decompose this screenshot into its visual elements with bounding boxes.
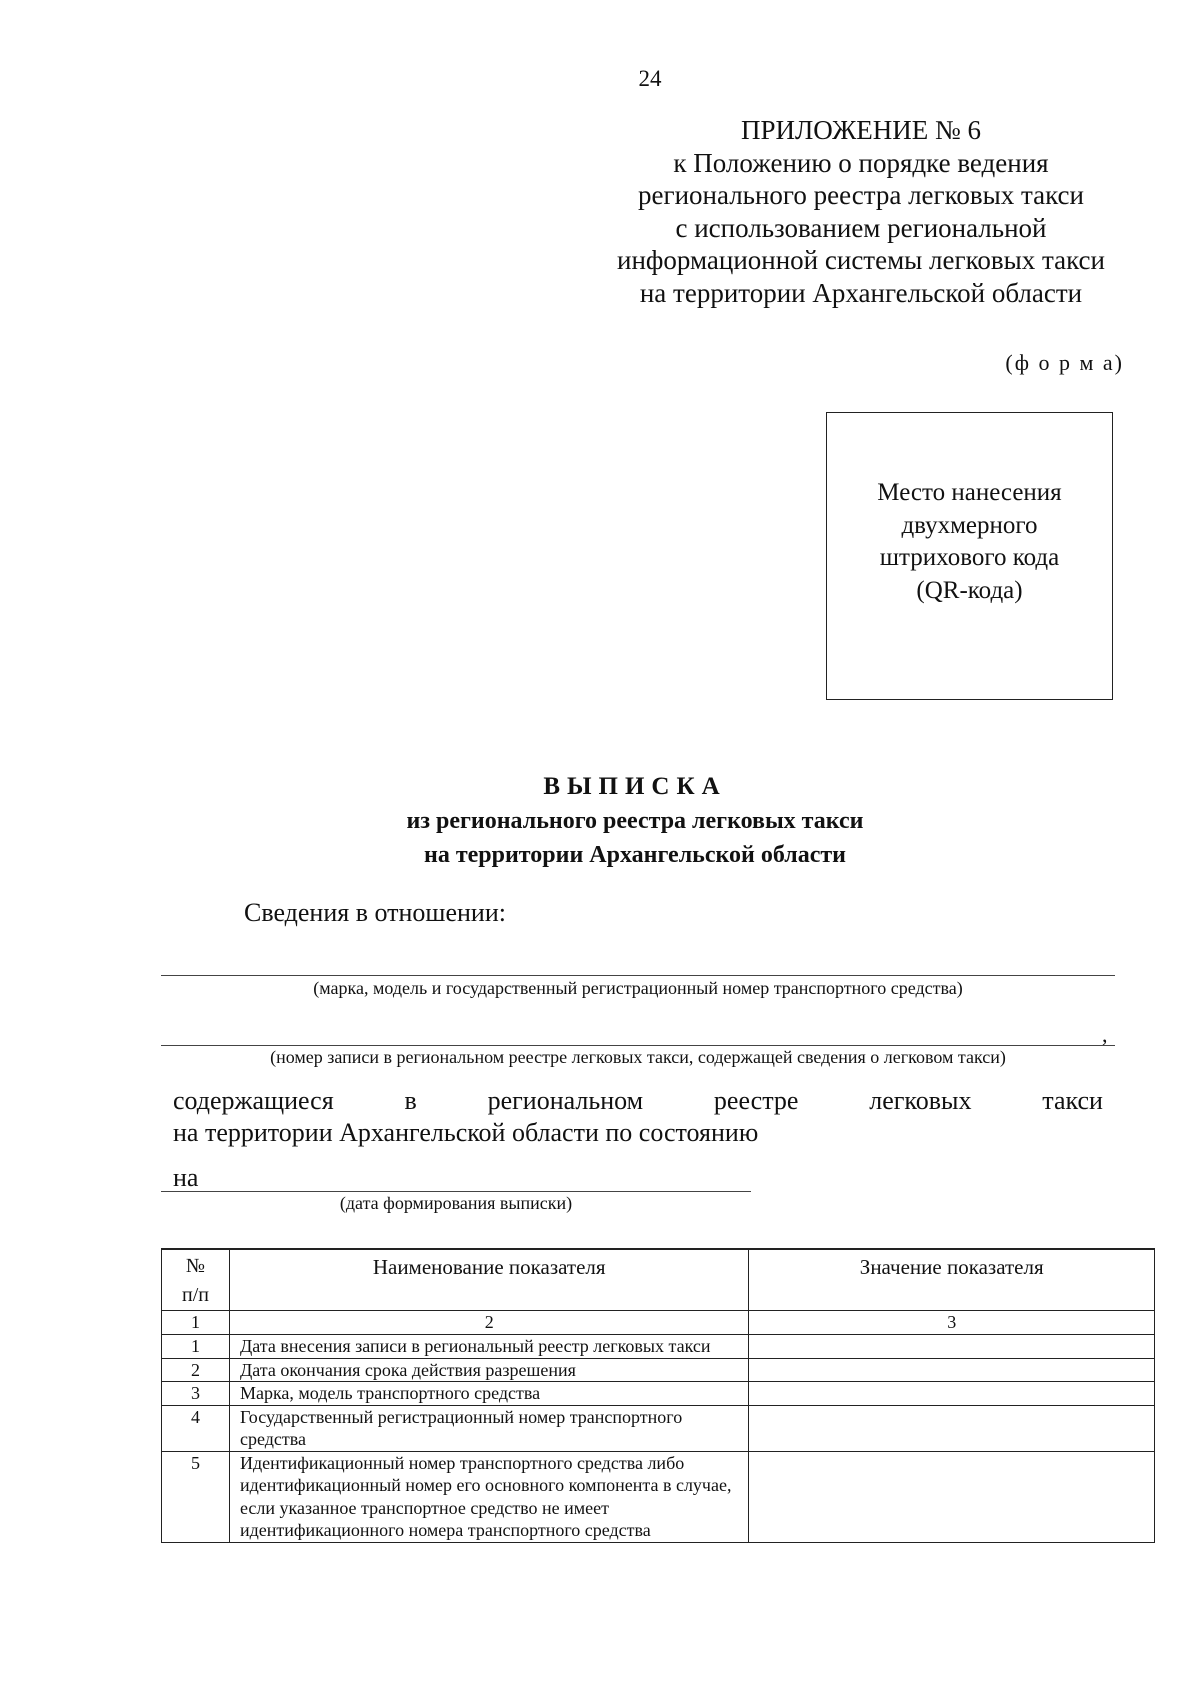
qr-box-line: (QR-кода) [916, 576, 1023, 604]
contained-word: содержащиеся [173, 1086, 334, 1115]
annex-heading [600, 114, 1122, 309]
row-indicator-name: Дата внесения записи в региональный реестр легковых такси [229, 1335, 748, 1359]
document-title [200, 770, 1070, 872]
row-indicator-name: Марка, модель транспортного средства [229, 1382, 748, 1406]
column-number: 3 [749, 1311, 1155, 1335]
annex-line: информационной системы легковых такси [617, 245, 1105, 275]
title-subline: на территории Архангельской области [424, 842, 846, 868]
annex-line: к Положению о порядке ведения [673, 147, 1049, 178]
table-row [162, 1451, 1155, 1542]
row-number: 2 [162, 1358, 230, 1382]
table-row [162, 1358, 1155, 1382]
record-fill-line [161, 1045, 1115, 1046]
on-label: на [173, 1163, 199, 1192]
vehicle-caption: (марка, модель и государственный регистрационный номер транспортного средства) [313, 978, 963, 998]
intro-text: Сведения в отношении: [244, 898, 506, 927]
row-indicator-name: Дата окончания срока действия разрешения [229, 1358, 748, 1382]
row-indicator-value[interactable] [749, 1358, 1155, 1382]
row-number: 4 [162, 1405, 230, 1451]
contained-word: легковых [869, 1086, 972, 1115]
header-number-line1: № [185, 1255, 206, 1277]
row-indicator-value[interactable] [749, 1382, 1155, 1406]
table-row [162, 1382, 1155, 1406]
row-indicator-value[interactable] [749, 1405, 1155, 1451]
title-main: ВЫПИСКА [543, 773, 727, 800]
header-number-line2: п/п [181, 1284, 209, 1306]
header-indicator-value: Значение показателя [749, 1249, 1155, 1311]
annex-line: на территории Архангельской области [639, 277, 1083, 308]
annex-title: ПРИЛОЖЕНИЕ № 6 [740, 115, 982, 145]
indicators-table [161, 1248, 1155, 1543]
comma: , [1102, 1022, 1108, 1047]
row-indicator-value[interactable] [749, 1451, 1155, 1542]
column-number: 2 [229, 1311, 748, 1335]
contained-word: региональном [487, 1086, 644, 1115]
row-indicator-name: Идентификационный номер транспортного средства либо идентификационный номер его основного компонента в случае, если указанное транспортное средство не имеет идентификационного номера транспортного средства [229, 1451, 748, 1542]
row-indicator-name: Государственный регистрационный номер транспортного средства [229, 1405, 748, 1451]
row-indicator-value[interactable] [749, 1335, 1155, 1359]
column-number: 1 [162, 1311, 230, 1335]
page-number: 24 [638, 66, 662, 91]
date-fill-line [161, 1191, 751, 1192]
table-row [162, 1335, 1155, 1359]
contained-word: реестре [713, 1086, 799, 1115]
vehicle-fill-line [161, 975, 1115, 976]
qr-box-line: Место нанесения [877, 479, 1062, 506]
date-caption: (дата формирования выписки) [339, 1193, 573, 1213]
table-row [162, 1405, 1155, 1451]
header-number [162, 1249, 230, 1311]
form-label: (ф о р м а) [1005, 350, 1124, 375]
contained-word: такси [1042, 1086, 1103, 1115]
row-number: 1 [162, 1335, 230, 1359]
record-caption: (номер записи в региональном реестре легковых такси, содержащей сведения о легковом такси) [270, 1047, 1006, 1067]
row-number: 3 [162, 1382, 230, 1406]
table-header-row [162, 1249, 1155, 1311]
qr-box-line: штрихового кода [879, 544, 1060, 571]
header-indicator-name: Наименование показателя [229, 1249, 748, 1311]
annex-line: регионального реестра легковых такси [638, 180, 1084, 210]
annex-line: с использованием региональной [675, 212, 1047, 243]
column-numbers-row [162, 1311, 1155, 1335]
contained-word: в [404, 1086, 417, 1115]
qr-code-placeholder [826, 412, 1113, 700]
title-subline: из регионального реестра легковых такси [406, 808, 864, 834]
row-number: 5 [162, 1451, 230, 1542]
contained-line-2: на территории Архангельской области по состоянию [173, 1118, 759, 1147]
qr-box-line: двухмерного [901, 511, 1038, 539]
contained-line-1 [173, 1086, 1103, 1116]
